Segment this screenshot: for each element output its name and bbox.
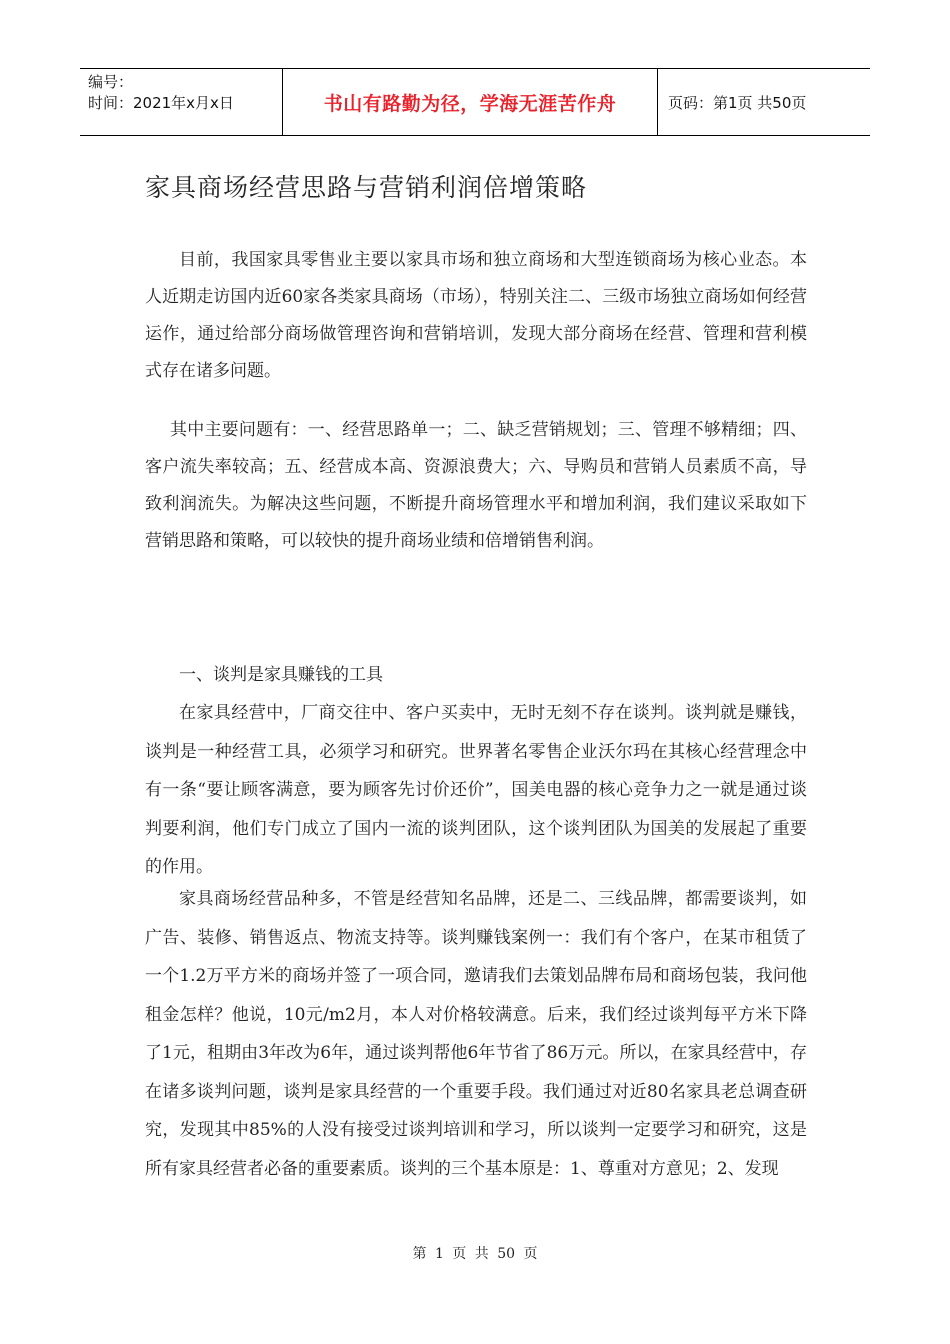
header-page-cell (658, 69, 870, 135)
section-heading: 一、谈判是家具赚钱的工具 (179, 665, 383, 685)
header-motto-cell (282, 69, 658, 135)
header-page-info: 页码：第1页 共50页 (668, 93, 807, 112)
number-label: 编号： (88, 73, 134, 91)
date-label: 时间：2021年x月x日 (88, 94, 234, 112)
document-header (80, 68, 870, 136)
section-paragraph: 在家具经营中，厂商交往中、客户买卖中，无时无刻不存在谈判。谈判就是赚钱，谈判是一种经营工具，必须学习和研究。世界著名零售企业沃尔玛在其核心经营理念中有一条“要让顾客满意，要为顾客先讨价还价”，国美电器的核心竞争力之一就是通过谈判要利润，他们专门成立了国内一流的谈判团队，这个谈判团队为国美的发展起了重要的作用。 (145, 703, 807, 877)
motto-text: 书山有路勤为径，学海无涯苦作舟 (323, 92, 617, 115)
page-footer: 第 1 页 共 50 页 (412, 1246, 538, 1262)
section-paragraph: 家具商场经营品种多，不管是经营知名品牌，还是二、三线品牌，都需要谈判，如广告、装修、销售返点、物流支持等。谈判赚钱案例一：我们有个客户，在某市租赁了一个1.2万平方米的商场并签了一项合同，邀请我们去策划品牌布局和商场包装，我问他租金怎样？他说，10元/m2月，本人对价格较满意。后来，我们经过谈判每平方米下降了1元，租期由3年改为6年，通过谈判帮他6年节省了86万元。所以，在家具经营中，存在诸多谈判问题，谈判是家具经营的一个重要手段。我们通过对近80名家具老总调查研究，发现其中85%的人没有接受过谈判培训和学习，所以谈判一定要学习和研究，这是所有家具经营者必备的重要素质。谈判的三个基本原是：1、尊重对方意见；2、发现 (145, 889, 807, 1179)
intro-paragraph: 目前，我国家具零售业主要以家具市场和独立商场和大型连锁商场为核心业态。本人近期走访国内近60家各类家具商场（市场），特别关注二、三级市场独立商场如何经营运作，通过给部分商场做管理咨询和营销培训，发现大部分商场在经营、管理和营利模式存在诸多问题。 (145, 250, 807, 381)
header-meta-cell (80, 69, 282, 135)
document-title: 家具商场经营思路与营销利润倍增策略 (145, 173, 588, 202)
problems-paragraph: 其中主要问题有：一、经营思路单一；二、缺乏营销规划；三、管理不够精细；四、客户流失率较高；五、经营成本高、资源浪费大；六、导购员和营销人员素质不高，导致利润流失。为解决这些问题，不断提升商场管理水平和增加利润，我们建议采取如下营销思路和策略，可以较快的提升商场业绩和倍增销售利润。 (145, 420, 807, 551)
